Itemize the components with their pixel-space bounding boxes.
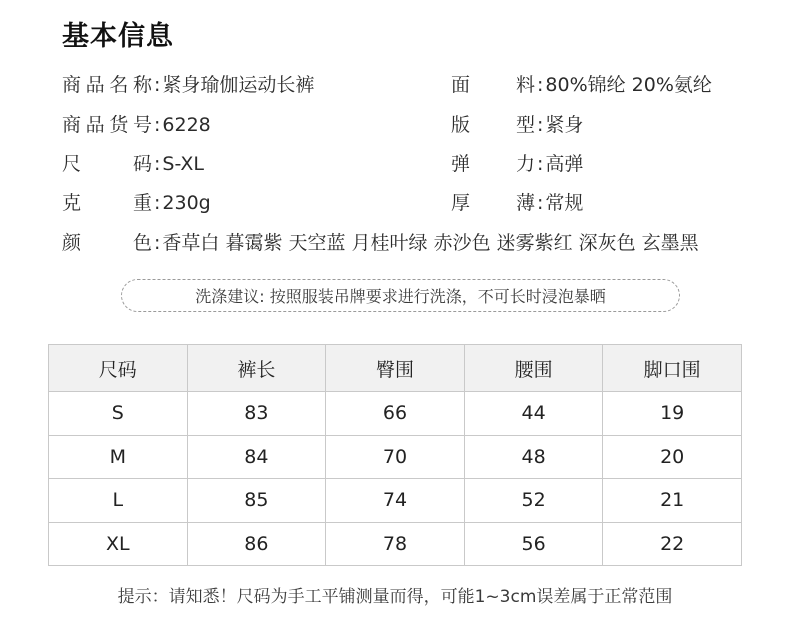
info-weight: 克 重 : 230g: [62, 188, 211, 215]
table-cell: 22: [603, 522, 742, 566]
info-value: 香草白 暮霭紫 天空蓝 月桂叶绿 赤沙色 迷雾紫红 深灰色 玄墨黑: [162, 232, 699, 254]
info-label: 克 重: [62, 192, 152, 214]
info-value: 常规: [545, 192, 584, 214]
info-fabric: 面 料 : 80%锦纶 20%氨纶: [451, 70, 712, 97]
info-stretch: 弹 力 : 高弹: [451, 149, 583, 176]
info-label: 商 品 货 号: [62, 114, 152, 136]
table-cell: S: [49, 392, 188, 436]
table-cell: 66: [326, 392, 465, 436]
table-cell: 84: [187, 435, 326, 479]
table-cell: L: [49, 479, 188, 523]
table-cell: 44: [464, 392, 603, 436]
table-row: [49, 392, 742, 436]
table-header-row: [49, 345, 742, 392]
info-value: 紧身: [545, 114, 584, 136]
info-value: S-XL: [162, 153, 204, 175]
table-cell: 19: [603, 392, 742, 436]
info-product-name: 商 品 名 称 : 紧身瑜伽运动长裤: [62, 70, 314, 97]
info-label: 版 型: [451, 114, 535, 136]
table-cell: 78: [326, 522, 465, 566]
wash-note: [121, 279, 680, 312]
table-cell: M: [49, 435, 188, 479]
table-cell: 21: [603, 479, 742, 523]
table-cell: 86: [187, 522, 326, 566]
measurement-tip: 提示：请知悉！尺码为手工平铺测量而得，可能1~3cm误差属于正常范围: [117, 587, 673, 607]
info-value: 230g: [162, 192, 211, 214]
info-label: 商 品 名 称: [62, 74, 152, 96]
size-table: [48, 344, 742, 566]
info-product-code: 商 品 货 号 : 6228: [62, 110, 211, 137]
table-row: [49, 435, 742, 479]
info-value: 高弹: [545, 153, 584, 175]
table-cell: 83: [187, 392, 326, 436]
info-label: 面 料: [451, 74, 535, 96]
table-cell: 56: [464, 522, 603, 566]
info-fit: 版 型 : 紧身: [451, 110, 583, 137]
table-row: [49, 522, 742, 566]
info-colors: 颜 色 : 香草白 暮霭紫 天空蓝 月桂叶绿 赤沙色 迷雾紫红 深灰色 玄墨黑: [62, 228, 699, 255]
table-cell: 48: [464, 435, 603, 479]
info-label: 颜 色: [62, 232, 152, 254]
table-cell: 85: [187, 479, 326, 523]
table-cell: 70: [326, 435, 465, 479]
info-size: 尺 码 : S-XL: [62, 149, 204, 176]
header-size: 尺码: [49, 345, 188, 392]
header-hem: 脚口围: [603, 345, 742, 392]
table-cell: 74: [326, 479, 465, 523]
header-hip: 臀围: [326, 345, 465, 392]
table-row: [49, 479, 742, 523]
info-value: 6228: [162, 114, 211, 136]
info-thickness: 厚 薄 : 常规: [451, 188, 583, 215]
info-label: 厚 薄: [451, 192, 535, 214]
table-cell: 52: [464, 479, 603, 523]
table-cell: 20: [603, 435, 742, 479]
info-value: 80%锦纶 20%氨纶: [545, 74, 712, 96]
section-title: 基本信息: [62, 21, 174, 52]
table-cell: XL: [49, 522, 188, 566]
header-length: 裤长: [187, 345, 326, 392]
header-waist: 腰围: [464, 345, 603, 392]
wash-note-text: 洗涤建议: 按照服装吊牌要求进行洗涤，不可长时浸泡暴晒: [195, 287, 606, 306]
info-value: 紧身瑜伽运动长裤: [162, 74, 315, 96]
info-label: 弹 力: [451, 153, 535, 175]
info-label: 尺 码: [62, 153, 152, 175]
